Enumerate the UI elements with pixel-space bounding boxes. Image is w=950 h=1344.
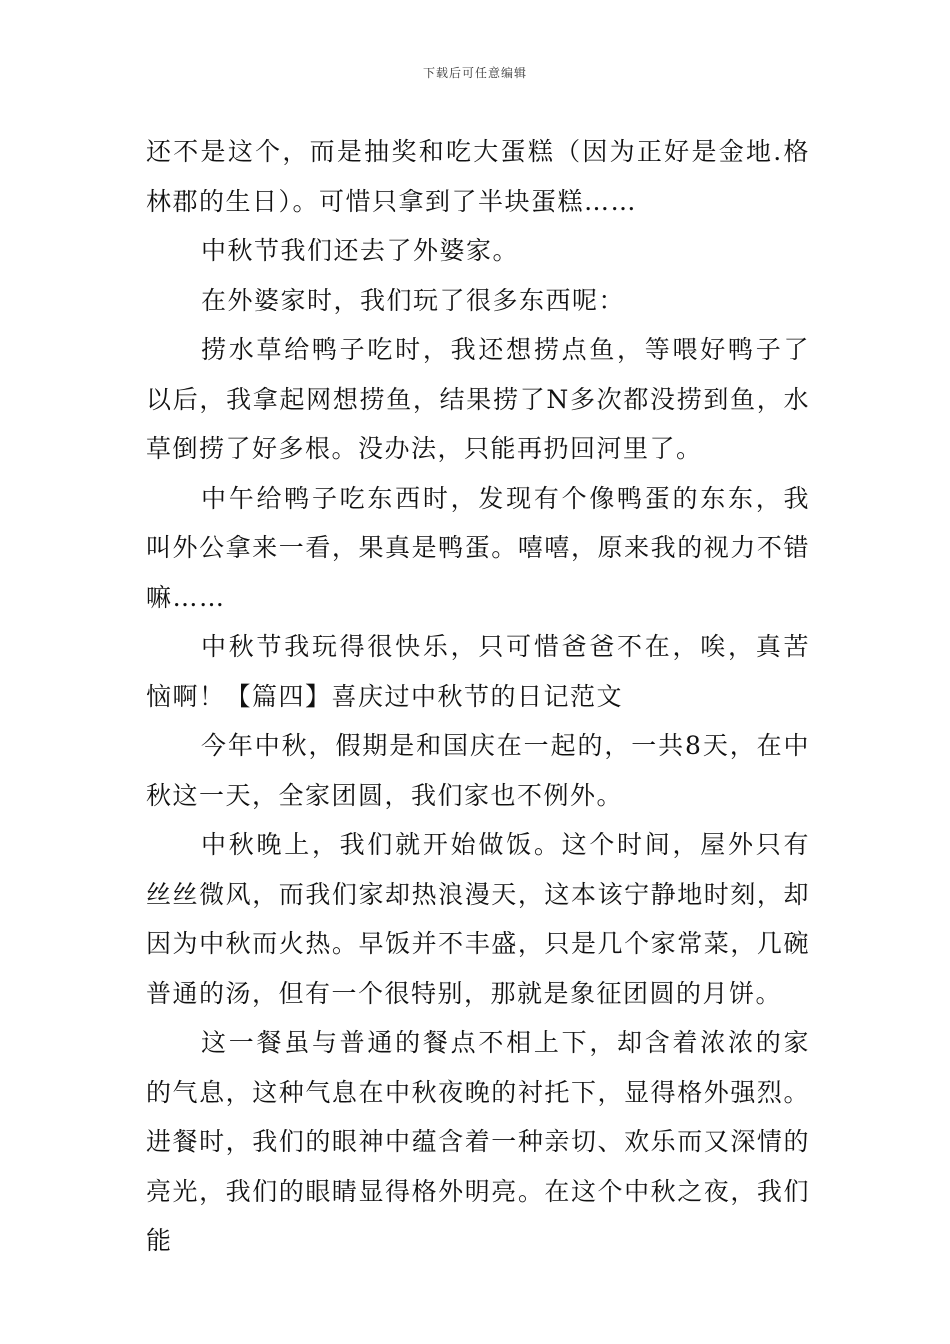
paragraph-7: 今年中秋，假期是和国庆在一起的，一共8天，在中秋这一天，全家团圆，我们家也不例外。 <box>146 731 810 810</box>
page-header: 下载后可任意编辑 <box>422 66 527 80</box>
paragraph-9: 这一餐虽与普通的餐点不相上下，却含着浓浓的家的气息，这种气息在中秋夜晚的衬托下，显得格外强烈。进餐时，我们的眼神中蕴含着一种亲切、欢乐而又深情的亮光，我们的眼睛显得格外明亮。在这个中秋之夜，我们能 <box>146 1028 810 1255</box>
paragraph-3: 在外婆家时，我们玩了很多东西呢： <box>201 285 626 315</box>
paragraph-2: 中秋节我们还去了外婆家。 <box>201 236 520 265</box>
paragraph-1: 还不是这个，而是抽奖和吃大蛋糕（因为正好是金地.格林郡的生日）。可惜只拿到了半块蛋糕…… <box>146 137 810 216</box>
paragraph-5: 中午给鸭子吃东西时，发现有个像鸭蛋的东东，我叫外公拿来一看，果真是鸭蛋。嘻嘻，原来我的视力不错嘛…… <box>146 483 810 612</box>
paragraph-8: 中秋晚上，我们就开始做饭。这个时间，屋外只有丝丝微风，而我们家却热浪漫天，这本该宁静地时刻，却因为中秋而火热。早饭并不丰盛，只是几个家常菜，几碗普通的汤，但有一个很特别，那就是象征团圆的月饼。 <box>146 830 810 1008</box>
paragraph-6: 中秋节我玩得很快乐，只可惜爸爸不在，唉，真苦恼啊！【篇四】喜庆过中秋节的日记范文 <box>146 632 810 711</box>
paragraph-4: 捞水草给鸭子吃时，我还想捞点鱼，等喂好鸭子了以后，我拿起网想捞鱼，结果捞了N多次都没捞到鱼，水草倒捞了好多根。没办法，只能再扔回河里了。 <box>146 335 810 463</box>
document-body <box>146 127 810 1266</box>
